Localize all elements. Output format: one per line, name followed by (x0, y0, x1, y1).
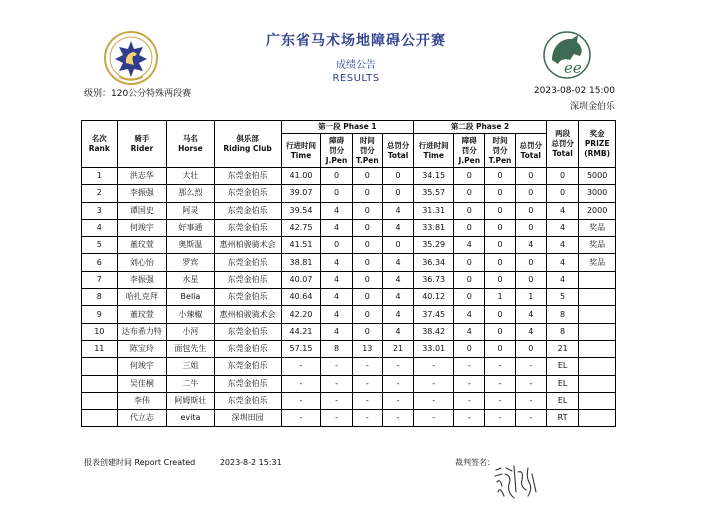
cell-p1-time: 39.07 (281, 185, 321, 202)
cell-p2-jpen: 0 (454, 202, 485, 219)
table-row (82, 237, 616, 254)
cell-p1-jpen: 4 (321, 323, 352, 340)
cell-p1-time: 39.54 (281, 202, 321, 219)
cell-rank (82, 358, 118, 375)
cell-rank: 8 (82, 289, 118, 306)
cell-p1-jpen: 0 (321, 185, 352, 202)
cell-horse: 二牛 (167, 375, 214, 392)
cell-two-phase-total: 8 (546, 306, 578, 323)
table-row (82, 185, 616, 202)
cell-rank (82, 392, 118, 409)
cell-two-phase-total: 4 (546, 237, 578, 254)
cell-p1-time: 41.00 (281, 168, 321, 185)
header-p2-tpen: 时间 罚分 T.Pen (485, 134, 515, 168)
cell-p2-tpen: 1 (485, 289, 515, 306)
cell-prize: 奖品 (579, 237, 616, 254)
header-rider: 骑手 Rider (117, 121, 167, 168)
cell-p2-jpen: - (454, 392, 485, 409)
cell-p2-jpen: 0 (454, 289, 485, 306)
cell-rider: 李振强 (117, 185, 167, 202)
club-logo-text: ee (564, 59, 582, 77)
event-datetime: 2023-08-02 15:00 (533, 86, 615, 96)
cell-p1-time: - (281, 410, 321, 427)
cell-rank: 7 (82, 271, 118, 288)
cell-p2-total: 4 (515, 323, 546, 340)
table-row (82, 219, 616, 236)
cell-p2-time: - (414, 358, 454, 375)
table-row (82, 254, 616, 271)
cell-rank: 3 (82, 202, 118, 219)
cell-horse: 小河 (167, 323, 214, 340)
cell-rank: 11 (82, 340, 118, 357)
cell-p1-jpen: - (321, 392, 352, 409)
cell-club: 东莞金伯乐 (214, 392, 281, 409)
cell-two-phase-total: EL (546, 375, 578, 392)
cell-club: 东莞金伯乐 (214, 185, 281, 202)
header-rank: 名次 Rank (82, 121, 118, 168)
header-p1-tpen: 时间 罚分 T.Pen (352, 134, 382, 168)
cell-p1-tpen: 0 (352, 168, 382, 185)
cell-p2-total: 0 (515, 202, 546, 219)
cell-p2-jpen: - (454, 358, 485, 375)
cell-rank: 5 (82, 237, 118, 254)
cell-p1-total: 0 (382, 237, 413, 254)
cell-club: 东莞金伯乐 (214, 375, 281, 392)
cell-p2-tpen: - (485, 358, 515, 375)
cell-p2-time: 37.45 (414, 306, 454, 323)
cell-p1-jpen: 4 (321, 219, 352, 236)
cell-p1-jpen: 8 (321, 340, 352, 357)
cell-horse: 罗宾 (167, 254, 214, 271)
cell-horse: 奥斯温 (167, 237, 214, 254)
cell-p1-total: 4 (382, 306, 413, 323)
cell-horse: evita (167, 410, 214, 427)
table-row (82, 375, 616, 392)
cell-rider: 李伟 (117, 392, 167, 409)
event-title: 广东省马术场地障碍公开赛 (266, 33, 446, 49)
cell-prize (579, 392, 616, 409)
cell-p1-time: 40.64 (281, 289, 321, 306)
header-p2-jpen: 障碍 罚分 J.Pen (454, 134, 485, 168)
cell-club: 东莞金伯乐 (214, 219, 281, 236)
cell-prize (579, 323, 616, 340)
cell-p1-total: 0 (382, 185, 413, 202)
cell-p1-tpen: 0 (352, 323, 382, 340)
results-table (81, 120, 616, 427)
cell-p1-jpen: 4 (321, 306, 352, 323)
cell-p2-time: 40.12 (414, 289, 454, 306)
cell-p2-time: 34.15 (414, 168, 454, 185)
cell-p2-total: - (515, 358, 546, 375)
cell-p2-total: - (515, 392, 546, 409)
cell-horse: Bella (167, 289, 214, 306)
cell-p1-jpen: - (321, 375, 352, 392)
results-body (82, 168, 616, 427)
cell-two-phase-total: 4 (546, 219, 578, 236)
cell-p1-tpen: 0 (352, 219, 382, 236)
cell-horse: 好事通 (167, 219, 214, 236)
cell-p1-tpen: - (352, 358, 382, 375)
cell-p1-tpen: 0 (352, 185, 382, 202)
cell-p2-jpen: 0 (454, 340, 485, 357)
cell-p2-tpen: 0 (485, 254, 515, 271)
cell-p2-total: 0 (515, 219, 546, 236)
cell-p2-jpen: 0 (454, 185, 485, 202)
cell-p2-jpen: - (454, 410, 485, 427)
cell-horse: 大壮 (167, 168, 214, 185)
cell-p1-total: 21 (382, 340, 413, 357)
cell-p1-time: 40.07 (281, 271, 321, 288)
announcement-title: 成绩公告 (336, 60, 376, 71)
cell-rider: 陈宝玲 (117, 340, 167, 357)
cell-p1-total: 4 (382, 289, 413, 306)
cell-p2-total: - (515, 410, 546, 427)
cell-two-phase-total: 4 (546, 254, 578, 271)
cell-p1-jpen: - (321, 358, 352, 375)
cell-p2-time: 31.31 (414, 202, 454, 219)
header-prize: 奖金 PRIZE (RMB) (579, 121, 616, 168)
header-horse: 马名 Horse (167, 121, 214, 168)
event-venue: 深圳金伯乐 (569, 102, 615, 112)
cell-rider: 董玟萱 (117, 237, 167, 254)
cell-rider: 董玟萱 (117, 306, 167, 323)
cell-p1-time: - (281, 375, 321, 392)
cell-rank: 10 (82, 323, 118, 340)
cell-p1-total: - (382, 375, 413, 392)
cell-club: 东莞金伯乐 (214, 323, 281, 340)
cell-horse: 那么烈 (167, 185, 214, 202)
cell-p1-time: 41.51 (281, 237, 321, 254)
cell-horse: 面包先生 (167, 340, 214, 357)
table-row (82, 392, 616, 409)
cell-two-phase-total: 4 (546, 271, 578, 288)
cell-p1-tpen: 0 (352, 289, 382, 306)
cell-p2-jpen: 0 (454, 254, 485, 271)
cell-p1-time: 42.75 (281, 219, 321, 236)
cell-horse: 水星 (167, 271, 214, 288)
cell-rank: 4 (82, 219, 118, 236)
cell-p2-total: 0 (515, 168, 546, 185)
cell-p1-jpen: 4 (321, 202, 352, 219)
cell-rank: 6 (82, 254, 118, 271)
header-p1-total: 总罚分 Total (382, 134, 413, 168)
header-p1-jpen: 障碍 罚分 J.Pen (321, 134, 352, 168)
cell-rider: 李振强 (117, 271, 167, 288)
cell-p2-tpen: 0 (485, 185, 515, 202)
cell-p2-total: 4 (515, 237, 546, 254)
cell-p1-tpen: 0 (352, 237, 382, 254)
cell-p1-time: 57.15 (281, 340, 321, 357)
cell-p1-total: 4 (382, 254, 413, 271)
cell-p2-time: 35.29 (414, 237, 454, 254)
cell-p1-tpen: 13 (352, 340, 382, 357)
cell-club: 东莞金伯乐 (214, 340, 281, 357)
cell-p1-tpen: - (352, 375, 382, 392)
cell-prize (579, 340, 616, 357)
cell-p2-jpen: 4 (454, 323, 485, 340)
cell-prize (579, 358, 616, 375)
cell-two-phase-total: RT (546, 410, 578, 427)
cell-p1-total: 4 (382, 219, 413, 236)
cell-p2-tpen: 0 (485, 340, 515, 357)
cell-p2-jpen: 0 (454, 271, 485, 288)
cell-p2-total: 0 (515, 340, 546, 357)
cell-p1-total: 0 (382, 168, 413, 185)
cell-p2-jpen: 4 (454, 237, 485, 254)
cell-p1-time: - (281, 392, 321, 409)
cell-p2-tpen: 0 (485, 168, 515, 185)
table-row (82, 340, 616, 357)
cell-rider: 洪志华 (117, 168, 167, 185)
cell-rider: 达布希力特 (117, 323, 167, 340)
cell-horse: 阿姆斯壮 (167, 392, 214, 409)
cell-rider: 刘心怡 (117, 254, 167, 271)
table-row (82, 306, 616, 323)
cell-p2-time: 38.42 (414, 323, 454, 340)
cell-p1-tpen: - (352, 410, 382, 427)
cell-p2-tpen: 0 (485, 306, 515, 323)
cell-club: 东莞金伯乐 (214, 289, 281, 306)
cell-rank: 2 (82, 185, 118, 202)
cell-p1-tpen: 0 (352, 271, 382, 288)
class-label: 级别：120公分特殊两段赛 (84, 89, 192, 99)
header-p1-time: 行进时间 Time (281, 134, 321, 168)
cell-p1-total: - (382, 392, 413, 409)
cell-p1-jpen: 0 (321, 237, 352, 254)
cell-p1-jpen: 0 (321, 168, 352, 185)
cell-p2-jpen: 4 (454, 306, 485, 323)
cell-p2-time: - (414, 375, 454, 392)
cell-p1-total: 4 (382, 202, 413, 219)
cell-p2-time: 33.01 (414, 340, 454, 357)
cell-horse: 阿灵 (167, 202, 214, 219)
cell-p1-total: - (382, 410, 413, 427)
cell-club: 深圳田园 (214, 410, 281, 427)
cell-club: 东莞金伯乐 (214, 271, 281, 288)
cell-p2-total: 0 (515, 271, 546, 288)
judge-signature-label: 裁判签名： (455, 458, 495, 467)
cell-two-phase-total: 4 (546, 202, 578, 219)
cell-p2-total: 1 (515, 289, 546, 306)
cell-rider: 何竣宇 (117, 219, 167, 236)
cell-club: 惠州柏骏骑术会 (214, 306, 281, 323)
cell-two-phase-total: 8 (546, 323, 578, 340)
cell-p1-time: 44.21 (281, 323, 321, 340)
cell-p2-tpen: 0 (485, 237, 515, 254)
cell-prize: 奖品 (579, 219, 616, 236)
cell-p2-tpen: 0 (485, 219, 515, 236)
cell-p1-time: - (281, 358, 321, 375)
cell-prize: 5000 (579, 168, 616, 185)
report-created-time: 2023-8-2 15:31 (219, 458, 282, 467)
cell-p1-jpen: 4 (321, 289, 352, 306)
cell-p1-jpen: 4 (321, 254, 352, 271)
cell-rank: 1 (82, 168, 118, 185)
cell-p1-tpen: 0 (352, 306, 382, 323)
cell-two-phase-total: EL (546, 358, 578, 375)
cell-club: 惠州柏骏骑术会 (214, 237, 281, 254)
cell-club: 东莞金伯乐 (214, 254, 281, 271)
cell-rider: 吴佳桐 (117, 375, 167, 392)
cell-p2-time: 33.81 (414, 219, 454, 236)
header-two-phase-total: 两段 总罚分 Total (546, 121, 578, 168)
cell-rank: 9 (82, 306, 118, 323)
cell-p2-time: 36.34 (414, 254, 454, 271)
cell-p1-tpen: 0 (352, 254, 382, 271)
header-p2-total: 总罚分 Total (515, 134, 546, 168)
header-phase2: 第二段 Phase 2 (414, 121, 547, 134)
cell-rider: 哈扎克拜 (117, 289, 167, 306)
table-row (82, 271, 616, 288)
cell-p2-jpen: 0 (454, 219, 485, 236)
cell-two-phase-total: EL (546, 392, 578, 409)
cell-prize: 奖品 (579, 254, 616, 271)
table-row (82, 410, 616, 427)
cell-p2-time: - (414, 392, 454, 409)
cell-prize: 2000 (579, 202, 616, 219)
cell-club: 东莞金伯乐 (214, 168, 281, 185)
report-created-label: 报表创建时间 Report Created (84, 458, 196, 467)
cell-p2-tpen: 0 (485, 202, 515, 219)
cell-prize: 3000 (579, 185, 616, 202)
table-row (82, 358, 616, 375)
cell-p2-time: - (414, 410, 454, 427)
cell-p2-total: 0 (515, 254, 546, 271)
cell-two-phase-total: 0 (546, 168, 578, 185)
cell-p2-time: 35.57 (414, 185, 454, 202)
cell-rank (82, 410, 118, 427)
cell-p2-tpen: - (485, 410, 515, 427)
cell-club: 东莞金伯乐 (214, 358, 281, 375)
cell-p1-time: 42.20 (281, 306, 321, 323)
table-row (82, 323, 616, 340)
cell-p1-jpen: 4 (321, 271, 352, 288)
cell-p1-tpen: - (352, 392, 382, 409)
cell-two-phase-total: 21 (546, 340, 578, 357)
cell-prize (579, 306, 616, 323)
header-club: 俱乐部 Riding Club (214, 121, 281, 168)
cell-p1-jpen: - (321, 410, 352, 427)
cell-two-phase-total: 0 (546, 185, 578, 202)
cell-p2-tpen: - (485, 375, 515, 392)
header-phase1: 第一段 Phase 1 (281, 121, 414, 134)
cell-horse: 小辣椒 (167, 306, 214, 323)
results-title: RESULTS (332, 73, 380, 84)
cell-prize (579, 289, 616, 306)
cell-p2-jpen: - (454, 375, 485, 392)
table-row (82, 202, 616, 219)
cell-p2-tpen: - (485, 392, 515, 409)
cell-p1-total: - (382, 358, 413, 375)
cell-prize (579, 271, 616, 288)
table-row (82, 289, 616, 306)
cell-rider: 谭国史 (117, 202, 167, 219)
cell-p2-tpen: 0 (485, 271, 515, 288)
cell-p1-time: 38.81 (281, 254, 321, 271)
club-logo (540, 30, 594, 80)
cell-rank (82, 375, 118, 392)
cell-prize (579, 410, 616, 427)
report-created (84, 457, 304, 468)
header-p2-time: 行进时间 Time (414, 134, 454, 168)
cell-p2-time: 36.73 (414, 271, 454, 288)
cell-p1-total: 4 (382, 323, 413, 340)
cell-two-phase-total: 5 (546, 289, 578, 306)
table-row (82, 168, 616, 185)
cell-p2-total: - (515, 375, 546, 392)
cell-rider: 代立志 (117, 410, 167, 427)
cell-rider: 何竣宇 (117, 358, 167, 375)
cell-p2-tpen: 0 (485, 323, 515, 340)
cell-p2-jpen: 0 (454, 168, 485, 185)
cell-horse: 三姐 (167, 358, 214, 375)
cell-p2-total: 4 (515, 306, 546, 323)
cell-p2-total: 0 (515, 185, 546, 202)
cell-p1-total: 4 (382, 271, 413, 288)
cell-p1-tpen: 0 (352, 202, 382, 219)
judge-signature (492, 462, 540, 502)
cell-club: 东莞金伯乐 (214, 202, 281, 219)
cell-prize (579, 375, 616, 392)
